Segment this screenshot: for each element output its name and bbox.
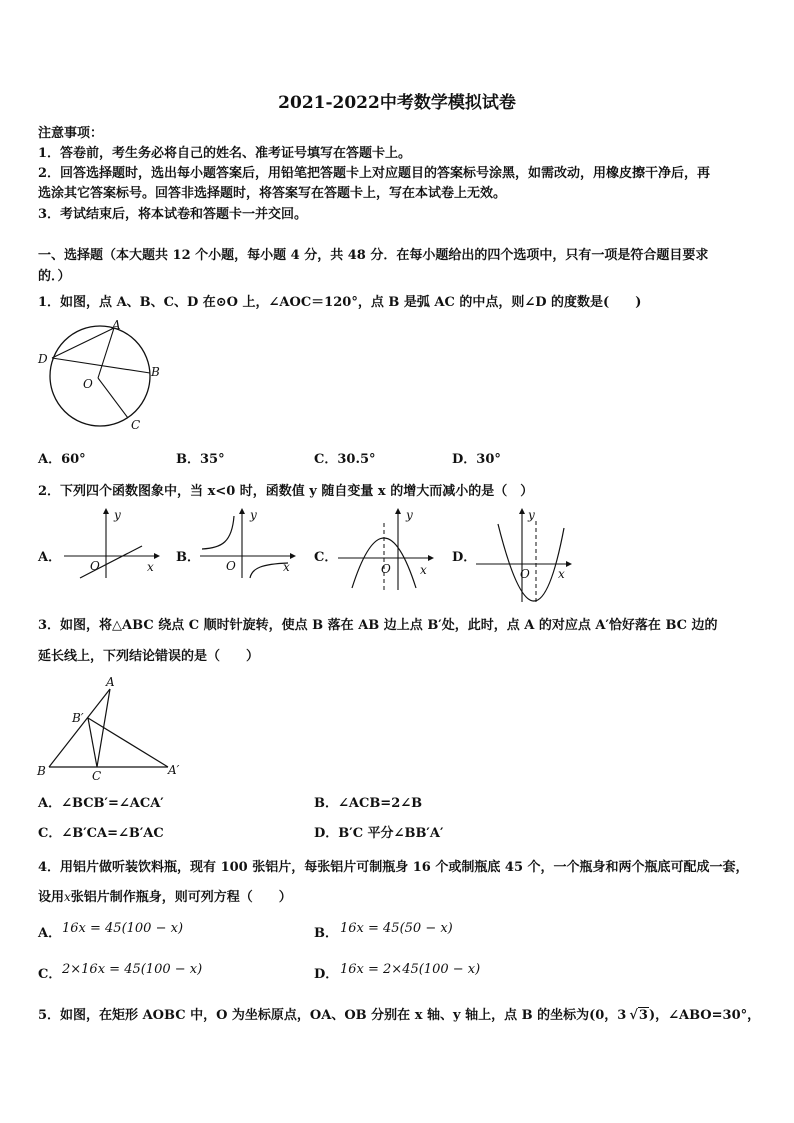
question-1-option-d: D．30° <box>452 452 501 467</box>
question-4-option-d-letter: D． <box>314 967 339 982</box>
origin-label: O <box>90 559 100 573</box>
label-b: B <box>151 365 160 379</box>
question-4-option-b-letter: B． <box>314 926 338 941</box>
question-3-stem-line-2: 延长线上，下列结论错误的是（ ） <box>38 649 260 664</box>
axis-x-label: x <box>283 560 290 574</box>
question-4-stem-line-1: 4．用铝片做听装饮料瓶，现有 100 张铝片，每张铝片可制瓶身 16 个或制瓶底 45 个，一个瓶身和两个瓶底可配成一套， <box>38 860 749 875</box>
question-1-option-a: A．60° <box>38 452 86 467</box>
axis-x-label: x <box>420 563 427 577</box>
label-a: A <box>106 675 115 689</box>
page-title: 2021-2022中考数学模拟试卷 <box>278 93 516 113</box>
question-1-stem: 1．如图，点 A、B、C、D 在⊙O 上，∠AOC＝120°，点 B 是弧 AC 的中点，则∠D 的度数是( ) <box>38 295 642 310</box>
label-a: A <box>112 318 121 332</box>
question-4-variable: x <box>64 890 71 904</box>
question-1-option-b: B．35° <box>176 452 225 467</box>
origin-label: O <box>226 559 236 573</box>
question-5-stem <box>38 1004 760 1023</box>
origin-label: O <box>381 562 391 576</box>
question-3-option-a: A．∠BCB′=∠ACA′ <box>38 796 164 811</box>
sqrt-symbol: √3 <box>629 1008 648 1023</box>
segment-ba <box>49 689 110 767</box>
question-2-graph-b <box>200 508 296 580</box>
question-2-stem: 2．下列四个函数图象中，当 x<0 时，函数值 y 随自变量 x 的增大而减小的是（ ） <box>38 484 534 499</box>
segment-b-prime-c <box>88 718 97 767</box>
question-4-stem-pre: 设用 <box>38 890 65 905</box>
question-2-option-b-letter: B． <box>176 550 200 565</box>
question-2-option-c-letter: C． <box>314 550 338 565</box>
parabola-up <box>498 524 564 601</box>
circle-o <box>50 326 150 426</box>
section-heading-line-1: 一、选择题（本大题共 12 个小题，每小题 4 分，共 48 分．在每小题给出的四个选项中，只有一项是符合题目要求 <box>38 248 709 263</box>
question-3-option-d: D．B′C 平分∠BB′A′ <box>314 826 444 841</box>
question-4-option-c-equation: 2×16x = 45(100 − x) <box>62 962 203 977</box>
question-2-option-d-letter: D． <box>452 550 477 565</box>
radius-oc <box>98 378 128 418</box>
radius-oa <box>98 328 114 378</box>
axis-x-label: x <box>558 567 565 581</box>
question-3-stem-line-1: 3．如图，将△ABC 绕点 C 顺时针旋转，使点 B 落在 AB 边上点 B′处，此时，点 A 的对应点 A′恰好落在 BC 边的 <box>38 618 718 633</box>
axis-y-label: y <box>250 508 257 522</box>
origin-label: O <box>520 567 530 581</box>
notice-item-1: 1．答卷前，考生务必将自己的姓名、准考证号填写在答题卡上。 <box>38 146 412 161</box>
segment-b-prime-a-prime <box>88 718 168 767</box>
question-2-graph-c <box>338 508 434 592</box>
label-a-prime: A′ <box>168 763 180 777</box>
label-o: O <box>83 377 93 391</box>
sqrt-argument: 3 <box>638 1008 648 1023</box>
question-3-triangle-figure <box>34 676 194 784</box>
label-d: D <box>38 352 48 366</box>
axis-y-label: y <box>528 508 535 522</box>
axis-y-label: y <box>114 508 121 522</box>
question-4-option-a-equation: 16x = 45(100 − x) <box>62 921 184 936</box>
label-c: C <box>92 769 102 783</box>
question-2-graph-d <box>476 508 572 604</box>
notice-item-2a: 2．回答选择题时，选出每小题答案后，用铅笔把答题卡上对应题目的答案标号涂黑，如需改动，用橡皮擦干净后，再 <box>38 166 711 181</box>
question-4-stem-line-2 <box>38 886 292 905</box>
axis-x-label: x <box>147 560 154 574</box>
notice-item-3: 3．考试结束后，将本试卷和答题卡一并交回。 <box>38 207 308 222</box>
chord-db <box>52 358 150 373</box>
notice-heading: 注意事项： <box>38 126 104 141</box>
hyperbola-left-branch <box>202 516 234 549</box>
question-1-option-c: C．30.5° <box>314 452 376 467</box>
label-b-prime: B′ <box>72 711 84 725</box>
question-5-stem-post: )，∠ABO=30°， <box>648 1008 761 1023</box>
label-b: B <box>37 764 46 778</box>
label-c: C <box>131 418 141 432</box>
question-3-option-b: B．∠ACB=2∠B <box>314 796 423 811</box>
axis-y-label: y <box>406 508 413 522</box>
chord-ad <box>52 328 114 358</box>
question-4-option-a-letter: A． <box>38 926 62 941</box>
question-1-circle-figure <box>36 318 166 436</box>
question-2-graph-a <box>64 508 160 580</box>
question-3-option-c: C．∠B′CA=∠B′AC <box>38 826 164 841</box>
notice-item-2b: 选涂其它答案标号。回答非选择题时，将答案写在答题卡上，写在本试卷上无效。 <box>38 186 507 201</box>
question-4-option-b-equation: 16x = 45(50 − x) <box>340 921 453 936</box>
section-heading-line-2: 的．） <box>38 269 71 284</box>
question-2-option-a-letter: A． <box>38 550 62 565</box>
question-4-option-d-equation: 16x = 2×45(100 − x) <box>340 962 481 977</box>
question-4-option-c-letter: C． <box>38 967 62 982</box>
question-5-stem-pre: 5．如图，在矩形 AOBC 中，O 为坐标原点，OA、OB 分别在 x 轴、y 轴上，点 B 的坐标为(0，3 <box>38 1008 627 1023</box>
question-4-stem-post: 张铝片制作瓶身，则可列方程（ ） <box>70 890 292 905</box>
